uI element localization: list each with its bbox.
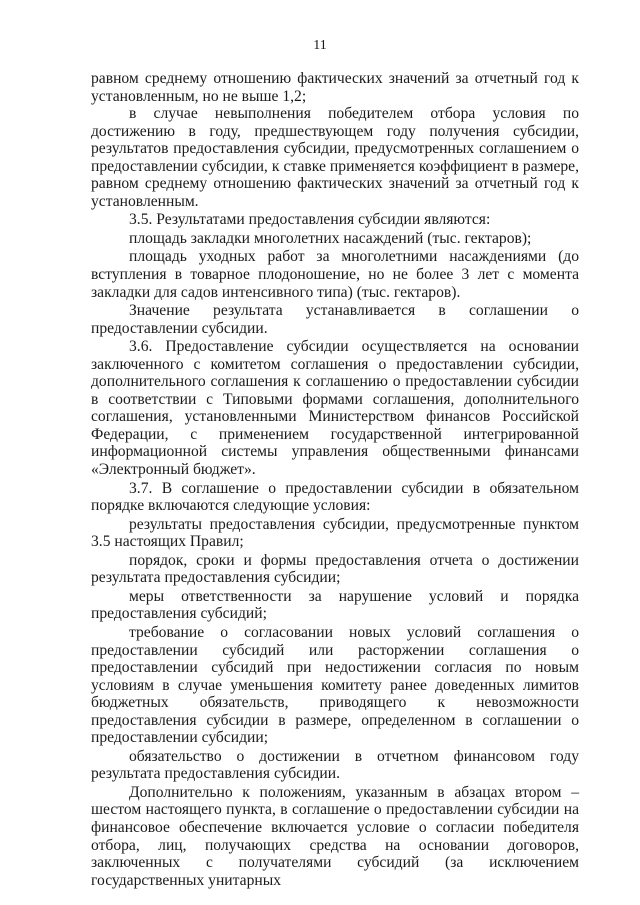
paragraph: меры ответственности за нарушение условий и порядка предоставления субсидий; bbox=[91, 587, 579, 623]
paragraph: обязательство о достижении в отчетном финансовом году результата предоставления субсидии. bbox=[91, 747, 579, 783]
page-number: 11 bbox=[313, 38, 327, 53]
paragraph: порядок, сроки и формы предоставления отчета о достижении результата предоставления субсидии; bbox=[91, 551, 579, 587]
paragraph: результаты предоставления субсидии, предусмотренные пунктом 3.5 настоящих Правил; bbox=[91, 515, 579, 551]
paragraph: равном среднему отношению фактических значений за отчетный год к установленным, но не выше 1,2; bbox=[91, 70, 579, 105]
paragraph: площадь уходных работ за многолетними насаждениями (до вступления в товарное плодоношение, но не более 3 лет с момента закладки для садов интенсивного типа) (тыс. гектаров). bbox=[91, 248, 579, 301]
paragraph: Дополнительно к положениям, указанным в абзацах втором – шестом настоящего пункта, в соглашение о предоставлении субсидии на финансовое обеспечение включается условие о согласии победителя отбора, лиц, получающих средства на основании договоров, заключенных с получателями субсидий (за исключением государственных унитарных bbox=[91, 783, 579, 889]
paragraph: в случае невыполнения победителем отбора условия по достижению в году, предшествующем году получения субсидии, результатов предоставления субсидии, предусмотренных соглашением о предоставлении субсидии, к ставке применяется коэффициент в размере, равном среднему отношению фактических значений за отчетный год к установленным. bbox=[91, 105, 579, 210]
paragraph: площадь закладки многолетних насаждений (тыс. гектаров); bbox=[129, 229, 532, 247]
paragraph: 3.5. Результатами предоставления субсидии являются: bbox=[129, 211, 491, 229]
paragraph: 3.6. Предоставление субсидии осуществляется на основании заключенного с комитетом соглашения о предоставлении субсидии, дополнительного соглашения к соглашению о предоставлении субсидии в соответствии с Типовыми формами соглашения, дополнительного соглашения, установленными Министерством финансов Российской Федерации, с применением государственной интегрированной информационной системы управления общественными финансами «Электронный бюджет». bbox=[91, 338, 579, 479]
document-body bbox=[91, 70, 579, 889]
paragraph: Значение результата устанавливается в соглашении о предоставлении субсидии. bbox=[91, 302, 579, 337]
paragraph: требование о согласовании новых условий соглашения о предоставлении субсидий или расторжении соглашения о предоставлении субсидий при недостижении согласия по новым условиям в случае уменьшения комитету ранее доведенных лимитов бюджетных обязательств, приводящего к невозможности предоставления субсидии в размере, определенном в соглашении о предоставлении субсидии; bbox=[91, 623, 579, 747]
paragraph: 3.7. В соглашение о предоставлении субсидии в обязательном порядке включаются следующие условия: bbox=[91, 479, 579, 515]
